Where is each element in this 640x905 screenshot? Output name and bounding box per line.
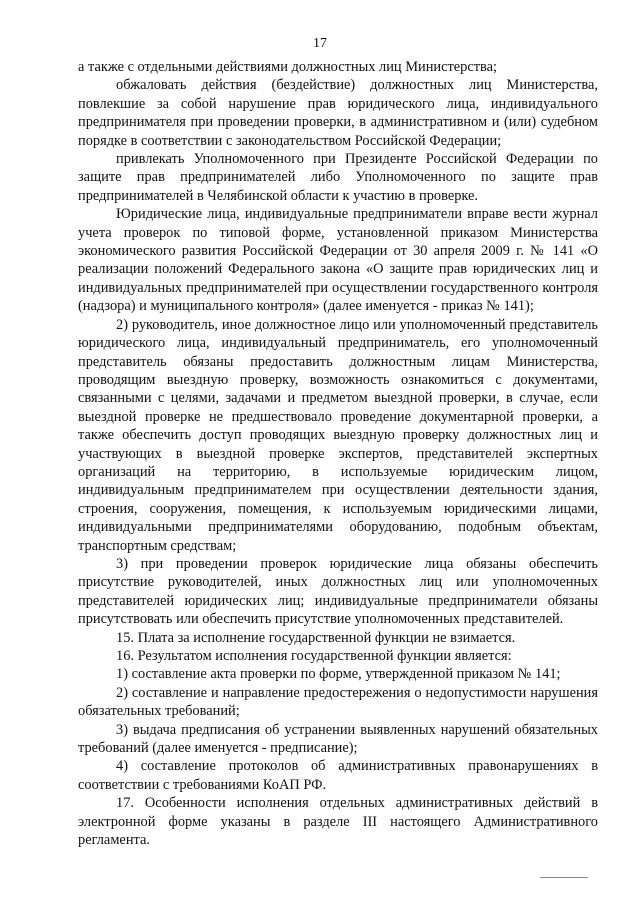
paragraph: 3) при проведении проверок юридические лица обязаны обеспечить присутствие руководителей, иных должностных лиц или уполномоченных представителей юридических лиц; индивидуальные предприниматели обязаны присутствовать или обеспечить присутствие уполномоченных представителей. [78,555,598,628]
paragraph: 17. Особенности исполнения отдельных административных действий в электронной форме указаны в разделе III настоящего Административного регламента. [78,795,598,849]
scan-mark [540,877,588,878]
paragraph: 4) составление протоколов об административных правонарушениях в соответствии с требованиями КоАП РФ. [78,758,598,793]
paragraph: 15. Плата за исполнение государственной функции не взимается. [116,629,516,646]
paragraph: 1) составление акта проверки по форме, утвержденной приказом № 141; [116,666,561,683]
paragraph: 16. Результатом исполнения государственной функции является: [116,648,512,664]
page-number: 17 [313,36,327,51]
paragraph: 3) выдача предписания об устранении выявленных нарушений обязательных требований (далее именуется - предписание); [78,721,598,757]
paragraph: привлекать Уполномоченного при Президенте Российской Федерации по защите прав предпринимателей либо Уполномоченного по защите прав предпринимателей в Челябинской области к участию в проверке. [78,151,598,204]
paragraph: Юридические лица, индивидуальные предприниматели вправе вести журнал учета проверок по типовой форме, установленной приказом Министерства экономического развития Российской Федерации от 30 апреля 2009 г. № 141 «О реализации положений Федерального закона «О защите прав юридических лиц и индивидуальных предпринимателей при осуществлении государственного контроля (надзора) и муниципального контроля» (далее именуется - приказ № 141); [78,206,598,315]
paragraph: обжаловать действия (бездействие) должностных лиц Министерства, повлекшие за собой нарушение прав юридического лица, индивидуального предпринимателя при проведении проверки, в административном и (или) судебном порядке в соответствии с законодательством Российской Федерации; [78,77,598,149]
paragraph: 2) составление и направление предостережения о недопустимости нарушения обязательных требований; [78,684,598,720]
paragraph: 2) руководитель, иное должностное лицо или уполномоченный представитель юридического лица, индивидуальный предприниматель, его уполномоченный представитель обязаны предоставить должностным лицам Министерства, проводящим выездную проверку, возможность ознакомиться с документами, связанными с целями, задачами и предметом выездной проверки, в случае, если выездной проверке не предшествовало проведение документарной проверки, а также обеспечить доступ проводящих выездную проверку должностных лиц и участвующих в выездной проверке экспертов, представителей экспертных организаций на территорию, в используемые юридическим лицом, индивидуальным предпринимателем при осуществлении деятельности здания, строения, сооружения, помещения, к используемым юридическими лицами, индивидуальными предпринимателями оборудованию, подобным объектам, транспортным средствам; [78,316,598,554]
paragraph: а также с отдельными действиями должностных лиц Министерства; [78,59,498,75]
document-body [78,58,598,849]
